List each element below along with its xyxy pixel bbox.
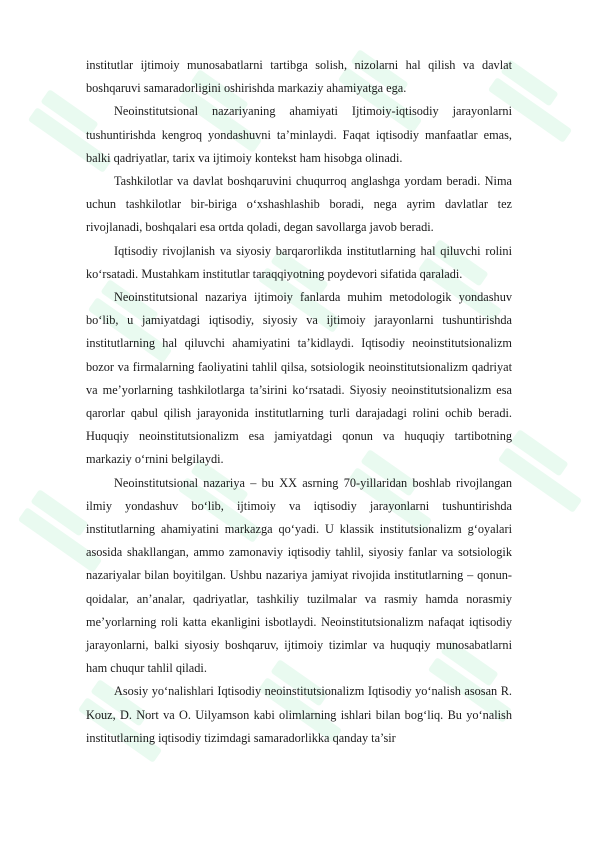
paragraph: Iqtisodiy rivojlanish va siyosiy barqarorlikda institutlarning hal qiluvchi rolini ko‘rsatadi. Mustahkam institutlar taraqqiyotning poydevori sifatida qaraladi. xyxy=(86,243,512,281)
paragraph: Neoinstitutsional nazariya ijtimoiy fanlarda muhim metodologik yondashuv bo‘lib, u jamiyatdagi iqtisodiy, siyosiy va ijtimoiy jarayonlarni tushuntirishda institutlarning hal qiluvchi ahamiyatini ta’kidlaydi. Iqtisodiy neoinstitutsionalizm bozor va firmalarning faoliyatini tahlil qilsa, sotsiologik neoinstitutsionalizm qadriyat va me’yorlarning tashkilotlarga ta’sirini ko‘rsatadi. Siyosiy neoinstitutsionalizm esa qarorlar qabul qilish jarayonida institutlarning turli darajadagi rolini ochib beradi. Huquqiy neoinstitutsionalizm esa jamiyatdagi qonun va huquqiy tartibotning markaziy o‘rnini belgilaydi. xyxy=(86,290,512,467)
paragraph: Asosiy yo‘nalishlari Iqtisodiy neoinstitutsionalizm Iqtisodiy yo‘nalish asosan R. Kouz, D. Nort va O. Uilyamson kabi olimlarning ishlari bilan bog‘liq. Bu yo‘nalish institutlarning iqtisodiy tizimdagi samaradorlikka qanday ta’sir xyxy=(86,684,512,745)
paragraph: institutlar ijtimoiy munosabatlarni tartibga solish, nizolarni hal qilish va davlat boshqaruvi samaradorligini oshirishda markaziy ahamiyatga ega. xyxy=(86,58,512,96)
document-body xyxy=(86,54,512,750)
paragraph: Tashkilotlar va davlat boshqaruvini chuqurroq anglashga yordam beradi. Nima uchun tashkilotlar bir-biriga o‘xshashlashib boradi, nega ayrim davlatlar tez rivojlanadi, boshqalari esa ortda qoladi, degan savollarga javob beradi. xyxy=(86,174,512,235)
paragraph: Neoinstitutsional nazariya – bu XX asrning 70-yillaridan boshlab rivojlangan ilmiy yondashuv bo‘lib, ijtimoiy va iqtisodiy jarayonlarni tushuntirishda institutlarning ahamiyatini markazga qo‘yadi. U klassik institutsionalizm g‘oyalari asosida shakllangan, ammo zamonaviy iqtisodiy tahlil, siyosiy fanlar va sotsiologik nazariyalar bilan boyitilgan. Ushbu nazariya jamiyat rivojida institutlarning – qonun-qoidalar, an’analar, qadriyatlar, tashkiliy tuzilmalar va rasmiy hamda norasmiy me’yorlarning roli katta ekanligini isbotlaydi. Neoinstitutsionalizm nafaqat iqtisodiy jarayonlarni, balki siyosiy boshqaruv, ijtimoiy tizimlar va huquqiy munosabatlarni ham chuqur tahlil qiladi. xyxy=(86,475,512,676)
paragraph: Neoinstitutsional nazariyaning ahamiyati Ijtimoiy-iqtisodiy jarayonlarni tushuntirishda kengroq yondashuvni ta’minlaydi. Faqat iqtisodiy manfaatlar emas, balki qadriyatlar, tarix va ijtimoiy kontekst ham hisobga olinadi. xyxy=(86,104,512,165)
